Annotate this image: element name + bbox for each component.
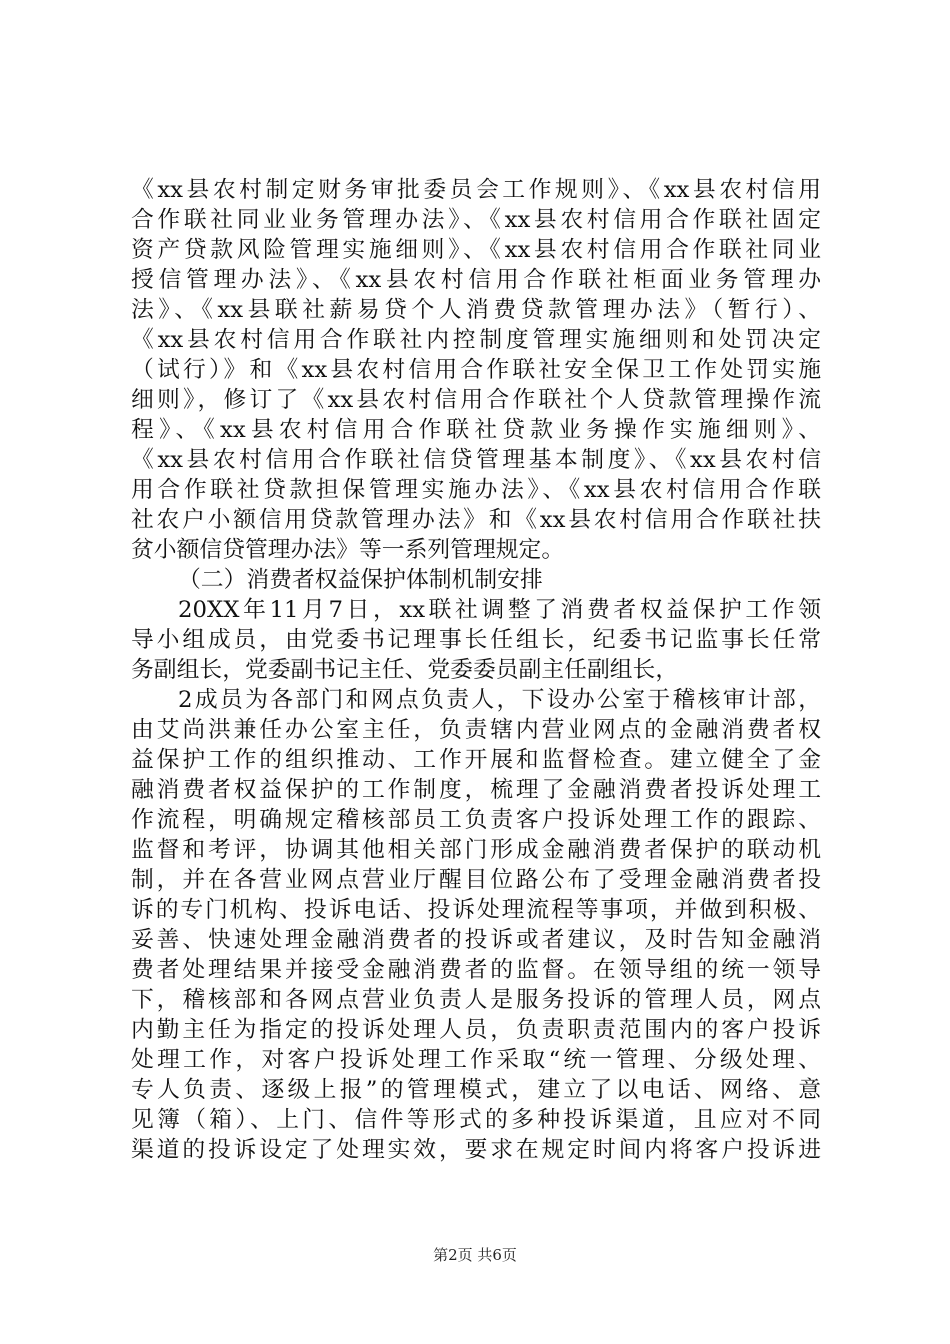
text-line: 诉的专门机构、投诉电话、投诉处理流程等事项，并做到积极、 <box>131 897 821 923</box>
text-line: 授信管理办法》、《xx县农村信用合作联社柜面业务管理办 <box>131 267 821 293</box>
text-line: 妥善、快速处理金融消费者的投诉或者建议，及时告知金融消 <box>131 927 821 953</box>
text-line: 务副组长，党委副书记主任、党委委员副主任副组长， <box>131 657 679 683</box>
text-line: 2成员为各部门和网点负责人，下设办公室于稽核审计部， <box>178 687 821 713</box>
text-line: 20XX年11月7日，xx联社调整了消费者权益保护工作领 <box>178 597 821 623</box>
text-line: （试行）》和《xx县农村信用合作联社安全保卫工作处罚实施 <box>131 357 821 383</box>
text-line: 融消费者权益保护的工作制度，梳理了金融消费者投诉处理工 <box>131 777 821 803</box>
text-line: 作流程，明确规定稽核部员工负责客户投诉处理工作的跟踪、 <box>131 807 821 833</box>
section-heading: （二）消费者权益保护体制机制安排 <box>178 567 543 593</box>
text-line: 渠道的投诉设定了处理实效，要求在规定时间内将客户投诉进 <box>131 1137 821 1163</box>
text-line: 监督和考评，协调其他相关部门形成金融消费者保护的联动机 <box>131 837 821 863</box>
text-line: 资产贷款风险管理实施细则》、《xx县农村信用合作联社同业 <box>131 237 821 263</box>
text-line: 见簿（箱）、上门、信件等形式的多种投诉渠道，且应对不同 <box>131 1107 821 1133</box>
text-line: 法》、《xx县联社薪易贷个人消费贷款管理办法》（暂行）、 <box>131 297 821 323</box>
text-line: 细则》，修订了《xx县农村信用合作联社个人贷款管理操作流 <box>131 387 821 413</box>
text-line: 程》、《xx县农村信用合作联社贷款业务操作实施细则》、 <box>131 417 821 443</box>
text-line: 益保护工作的组织推动、工作开展和监督检查。建立健全了金 <box>131 747 821 773</box>
text-line: 下，稽核部和各网点营业负责人是服务投诉的管理人员，网点 <box>131 987 821 1013</box>
text-line: 《xx县农村信用合作联社信贷管理基本制度》、《xx县农村信 <box>131 447 821 473</box>
text-line: 《xx县农村制定财务审批委员会工作规则》、《xx县农村信用 <box>131 177 821 203</box>
text-line: 制，并在各营业网点营业厅醒目位路公布了受理金融消费者投 <box>131 867 821 893</box>
text-line: 《xx县农村信用合作联社内控制度管理实施细则和处罚决定 <box>131 327 821 353</box>
paragraph-regulations-list <box>131 175 821 565</box>
text-line: 用合作联社贷款担保管理实施办法》、《xx县农村信用合作联 <box>131 477 821 503</box>
paragraph-leadership-group <box>131 595 821 685</box>
text-line: 专人负责、逐级上报”的管理模式，建立了以电话、网络、意 <box>131 1077 821 1103</box>
text-line: 社农户小额信用贷款管理办法》和《xx县农村信用合作联社扶 <box>131 507 821 533</box>
text-line: 费者处理结果并接受金融消费者的监督。在领导组的统一领导 <box>131 957 821 983</box>
text-line: 合作联社同业业务管理办法》、《xx县农村信用合作联社固定 <box>131 207 821 233</box>
text-line: 由艾尚洪兼任办公室主任，负责辖内营业网点的金融消费者权 <box>131 717 821 743</box>
text-line: 内勤主任为指定的投诉处理人员，负责职责范围内的客户投诉 <box>131 1017 821 1043</box>
text-line: 贫小额信贷管理办法》等一系列管理规定。 <box>131 537 565 563</box>
text-line: 导小组成员，由党委书记理事长任组长，纪委书记监事长任常 <box>131 627 821 653</box>
page-number-footer: 第2页 共6页 <box>433 1246 517 1264</box>
document-body <box>131 175 821 1165</box>
paragraph-complaint-handling <box>131 685 821 1165</box>
text-line: 处理工作，对客户投诉处理工作采取“统一管理、分级处理、 <box>131 1047 821 1073</box>
